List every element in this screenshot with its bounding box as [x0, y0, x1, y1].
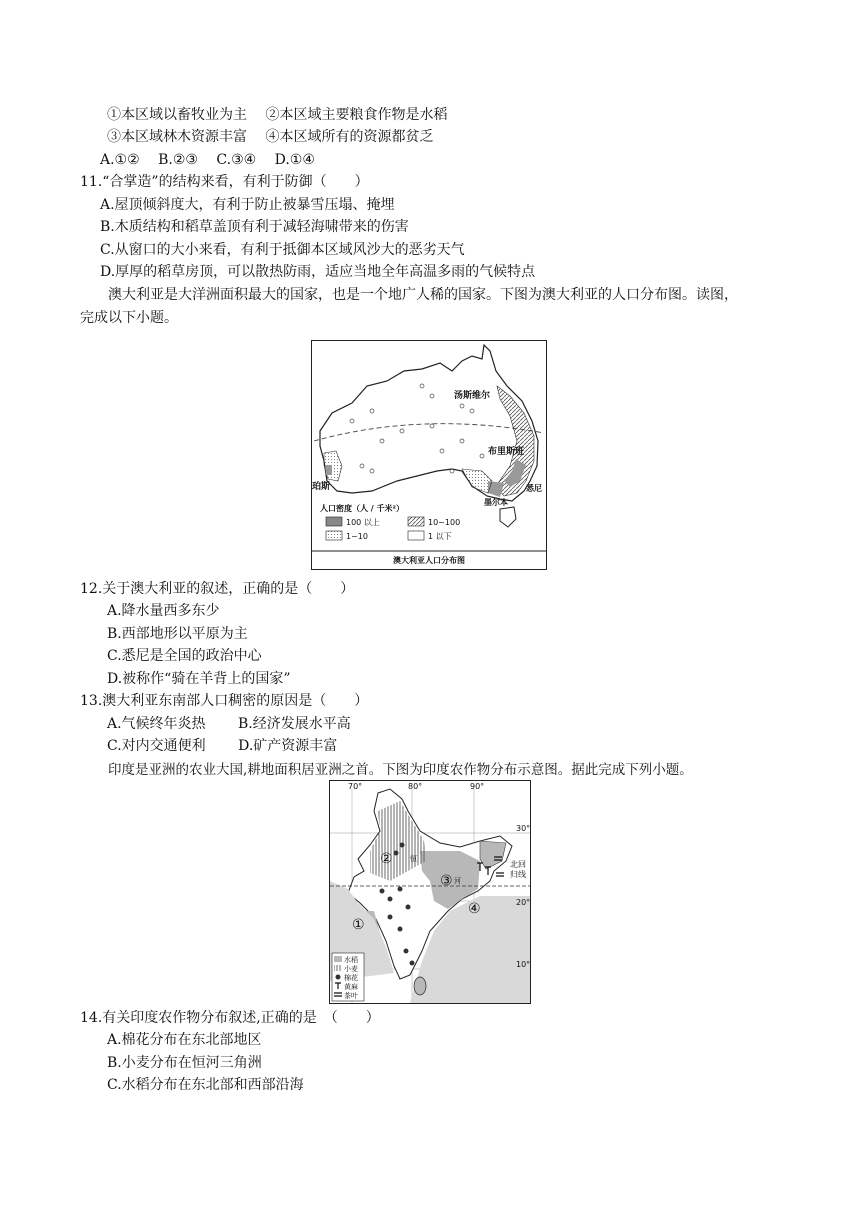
q12-option-c: C.悉尼是全国的政治中心 [107, 648, 262, 664]
india-intro: 印度是亚洲的农业大国,耕地面积居亚洲之首。下图为印度农作物分布示意图。据此完成下列小题。 [108, 762, 693, 778]
label-perth: 珀斯 [312, 482, 331, 492]
legend-wheat: 小麦 [344, 965, 358, 973]
legend-swatch-1-10 [326, 531, 342, 540]
q12-stem: 12.关于澳大利亚的叙述，正确的是（ ） [80, 581, 355, 597]
tropic-label-1: 北回 [510, 860, 526, 869]
marker-4: ④ [468, 901, 481, 917]
label-brisbane: 布里斯班 [488, 447, 525, 457]
legend-swatch-10-100 [408, 517, 424, 526]
legend-tea: 茶叶 [344, 992, 358, 1000]
q14-option-b: B.小麦分布在恒河三角洲 [107, 1055, 262, 1071]
label-townsville: 汤斯维尔 [454, 391, 491, 401]
q11-option-b: B.木质结构和稻草盖顶有利于减轻海啸带来的伤害 [100, 219, 409, 235]
q10-option-line-1: ①本区域以畜牧业为主 ②本区域主要粮食作物是水稻 [107, 107, 448, 123]
lon-label-70: 70° [348, 782, 363, 791]
marker-2: ② [380, 851, 393, 867]
q13-stem: 13.澳大利亚东南部人口稠密的原因是（ ） [80, 693, 369, 709]
lat-label-30: 30° [516, 824, 530, 833]
legend-label-100plus: 100 以上 [346, 518, 380, 527]
legend-jute: 黄麻 [344, 983, 358, 991]
legend-label-10-100: 10~100 [428, 518, 461, 527]
q11-stem: 11.“合掌造”的结构来看，有利于防御（ ） [80, 174, 369, 190]
legend-swatch-100plus [326, 517, 342, 526]
q13-options-cd: C.对内交通便利 D.矿产资源丰富 [107, 738, 338, 754]
river-label-2: 河 [454, 877, 461, 885]
q11-option-d: D.厚厚的稻草房顶，可以散热防雨，适应当地全年高温多雨的气候特点 [100, 264, 536, 280]
marker-3: ③ [440, 873, 453, 889]
legend-swatch-below1 [408, 531, 424, 540]
india-crop-map [329, 780, 531, 1004]
river-label-1: 恒 [410, 855, 417, 863]
q11-option-a: A.屋顶倾斜度大，有利于防止被暴雪压塌、掩埋 [100, 197, 395, 213]
q14-option-c: C.水稻分布在东北部和西部沿海 [107, 1077, 304, 1093]
tropic-label-2: 归线 [510, 870, 526, 879]
australia-map-caption: 澳大利亚人口分布图 [393, 556, 465, 565]
lat-label-20: 20° [516, 898, 530, 907]
q12-option-b: B.西部地形以平原为主 [107, 626, 248, 642]
q10-choices: A.①② B.②③ C.③④ D.①④ [100, 152, 315, 168]
q13-options-ab: A.气候终年炎热 B.经济发展水平高 [107, 716, 351, 732]
australia-intro-line-2: 完成以下小题。 [80, 310, 178, 326]
q12-option-d: D.被称作“骑在羊背上的国家” [107, 671, 291, 687]
australia-population-map [311, 340, 547, 570]
label-melbourne: 墨尔本 [484, 498, 508, 507]
legend-cotton: 棉花 [344, 974, 358, 982]
q11-option-c: C.从窗口的大小来看，有利于抵御本区域风沙大的恶劣天气 [100, 242, 465, 258]
lat-label-10: 10° [516, 960, 530, 969]
q10-option-line-2: ③本区域林木资源丰富 ④本区域所有的资源都贫乏 [107, 129, 434, 145]
legend-label-1-10: 1~10 [346, 532, 368, 541]
legend-rice: 水稻 [344, 956, 358, 964]
tasmania [500, 507, 516, 527]
q14-option-a: A.棉花分布在东北部地区 [107, 1032, 262, 1048]
lon-label-80: 80° [408, 782, 423, 791]
australia-intro-line-1: 澳大利亚是大洋洲面积最大的国家，也是一个地广人稀的国家。下图为澳大利亚的人口分布图。读图， [108, 287, 738, 303]
label-sydney: 悉尼 [526, 484, 542, 493]
legend-title: 人口密度（人 / 千米²） [320, 504, 404, 513]
legend-label-below1: 1 以下 [428, 532, 452, 541]
q14-stem: 14.有关印度农作物分布叙述,正确的是 （ ） [80, 1010, 380, 1026]
q12-option-a: A.降水量西多东少 [107, 603, 220, 619]
marker-1: ① [352, 917, 365, 933]
lon-label-90: 90° [470, 782, 485, 791]
